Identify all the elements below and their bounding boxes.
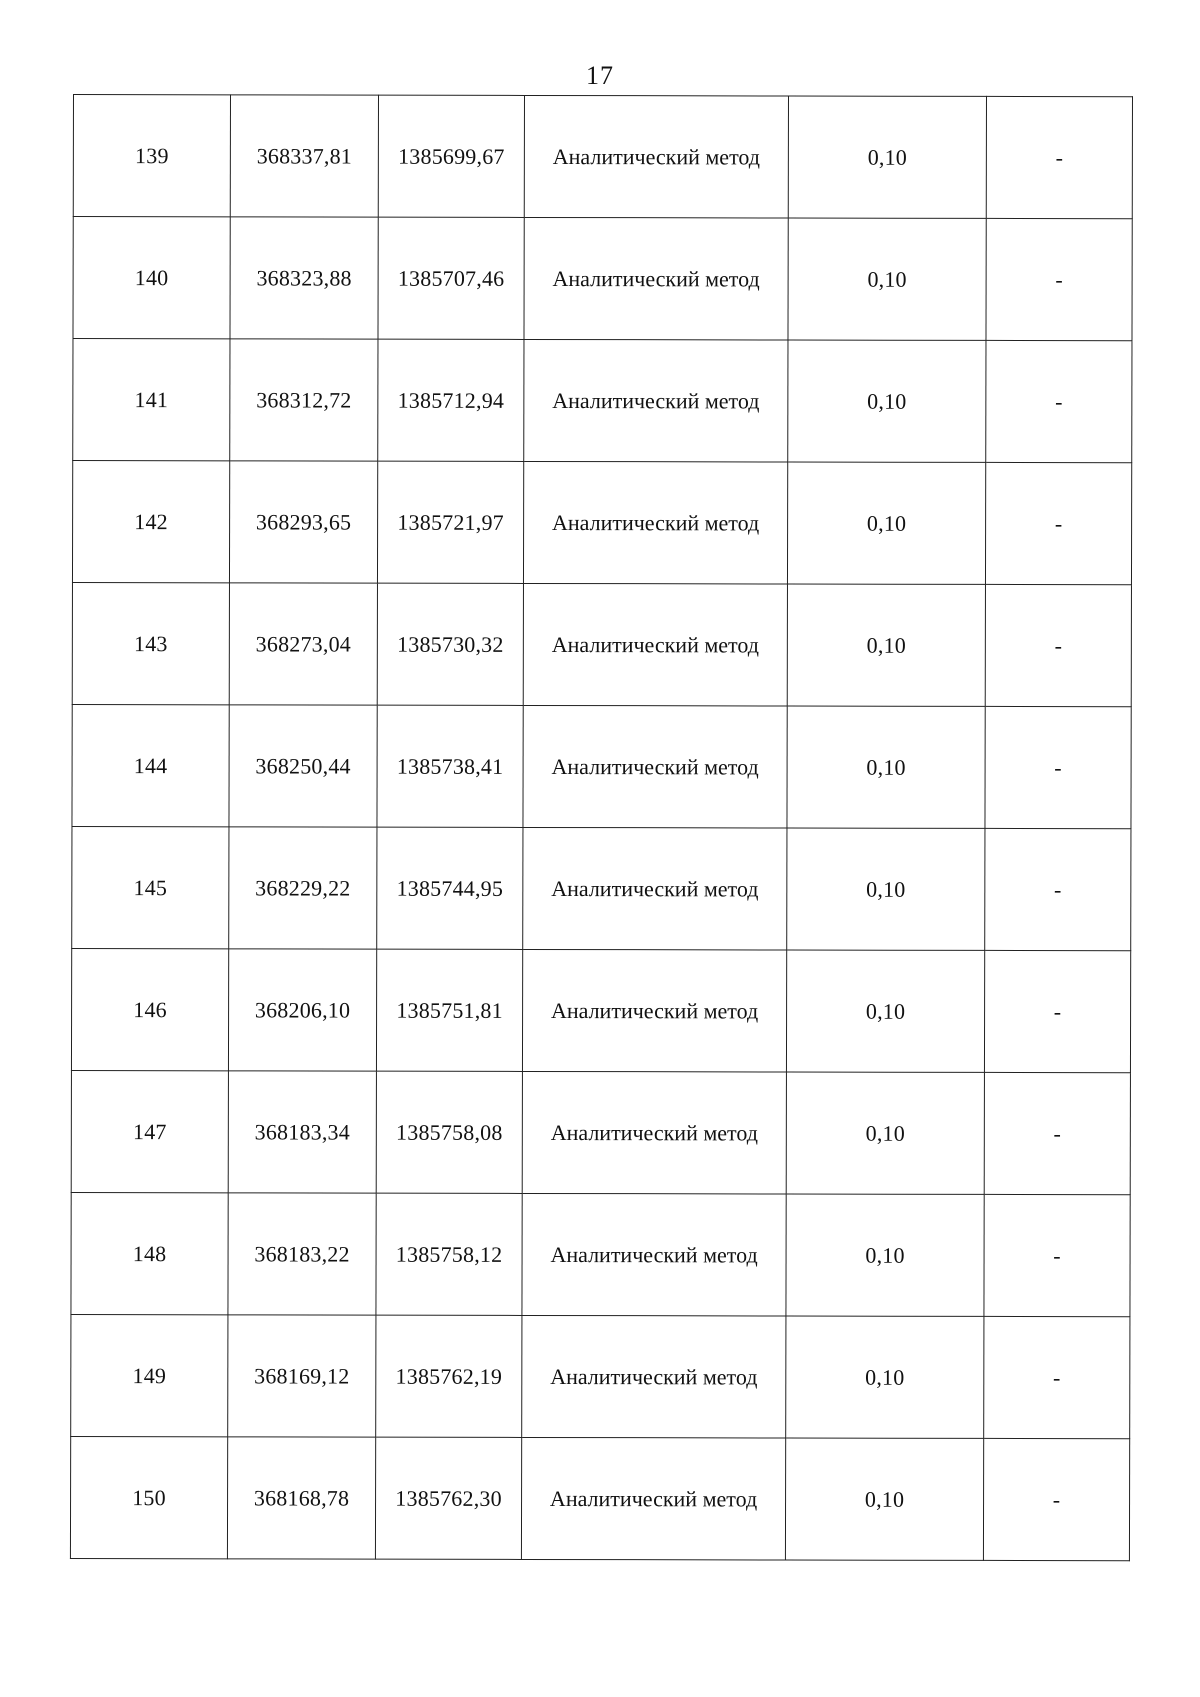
y-coordinate-cell: 1385712,94 [378,339,524,461]
note-cell: - [984,1194,1130,1316]
method-cell: Аналитический метод [522,1193,786,1316]
accuracy-cell: 0,10 [787,706,985,828]
point-number-cell: 147 [71,1070,228,1192]
x-coordinate-cell: 368183,22 [228,1193,376,1315]
y-coordinate-cell: 1385699,67 [378,95,524,217]
accuracy-cell: 0,10 [785,1438,983,1560]
x-coordinate-cell: 368293,65 [229,461,377,583]
point-number-cell: 139 [73,95,230,217]
note-cell: - [985,462,1131,584]
y-coordinate-cell: 1385751,81 [376,949,522,1071]
point-number-cell: 150 [70,1436,227,1558]
x-coordinate-cell: 368337,81 [230,95,378,217]
table-row [71,1314,1130,1438]
table-row [72,583,1131,707]
y-coordinate-cell: 1385762,30 [375,1437,521,1559]
note-cell: - [985,828,1131,950]
method-cell: Аналитический метод [523,705,787,828]
accuracy-cell: 0,10 [788,96,986,218]
note-cell: - [985,706,1131,828]
table-row [71,948,1130,1072]
table-row [72,826,1131,950]
point-number-cell: 142 [72,461,229,583]
method-cell: Аналитический метод [522,1071,786,1194]
note-cell: - [984,1072,1130,1194]
y-coordinate-cell: 1385707,46 [378,217,524,339]
note-cell: - [986,340,1132,462]
x-coordinate-cell: 368183,34 [228,1071,376,1193]
x-coordinate-cell: 368323,88 [230,217,378,339]
accuracy-cell: 0,10 [786,950,984,1072]
x-coordinate-cell: 368229,22 [229,827,377,949]
note-cell: - [986,96,1132,218]
table-row [70,1436,1129,1560]
page-number: 17 [586,61,614,90]
accuracy-cell: 0,10 [788,218,986,340]
y-coordinate-cell: 1385730,32 [377,583,523,705]
coordinates-table [70,94,1133,1561]
accuracy-cell: 0,10 [787,462,985,584]
accuracy-cell: 0,10 [786,1072,984,1194]
table-row [71,1070,1130,1194]
table-row [72,461,1131,585]
table-row [73,217,1132,341]
x-coordinate-cell: 368168,78 [227,1437,375,1559]
note-cell: - [984,1316,1130,1438]
y-coordinate-cell: 1385738,41 [377,705,523,827]
table-row [73,339,1132,463]
y-coordinate-cell: 1385758,08 [376,1071,522,1193]
point-number-cell: 145 [72,826,229,948]
y-coordinate-cell: 1385762,19 [376,1315,522,1437]
point-number-cell: 148 [71,1192,228,1314]
point-number-cell: 146 [71,948,228,1070]
table-body [70,95,1132,1561]
method-cell: Аналитический метод [523,461,787,584]
table-row [72,704,1131,828]
note-cell: - [984,950,1130,1072]
x-coordinate-cell: 368312,72 [230,339,378,461]
point-number-cell: 143 [72,583,229,705]
accuracy-cell: 0,10 [787,584,985,706]
y-coordinate-cell: 1385721,97 [377,461,523,583]
accuracy-cell: 0,10 [788,340,986,462]
method-cell: Аналитический метод [523,827,787,950]
y-coordinate-cell: 1385744,95 [377,827,523,949]
accuracy-cell: 0,10 [786,1194,984,1316]
point-number-cell: 140 [73,217,230,339]
x-coordinate-cell: 368206,10 [228,949,376,1071]
point-number-cell: 149 [71,1314,228,1436]
x-coordinate-cell: 368250,44 [229,705,377,827]
x-coordinate-cell: 368273,04 [229,583,377,705]
x-coordinate-cell: 368169,12 [228,1315,376,1437]
table-row [73,95,1132,219]
point-number-cell: 141 [73,339,230,461]
method-cell: Аналитический метод [523,583,787,706]
note-cell: - [983,1438,1129,1560]
method-cell: Аналитический метод [521,1437,785,1560]
method-cell: Аналитический метод [524,217,788,340]
table-row [71,1192,1130,1316]
note-cell: - [986,218,1132,340]
note-cell: - [985,584,1131,706]
method-cell: Аналитический метод [522,949,786,1072]
point-number-cell: 144 [72,704,229,826]
method-cell: Аналитический метод [522,1315,786,1438]
accuracy-cell: 0,10 [786,1316,984,1438]
method-cell: Аналитический метод [524,95,788,218]
accuracy-cell: 0,10 [787,828,985,950]
method-cell: Аналитический метод [524,339,788,462]
y-coordinate-cell: 1385758,12 [376,1193,522,1315]
